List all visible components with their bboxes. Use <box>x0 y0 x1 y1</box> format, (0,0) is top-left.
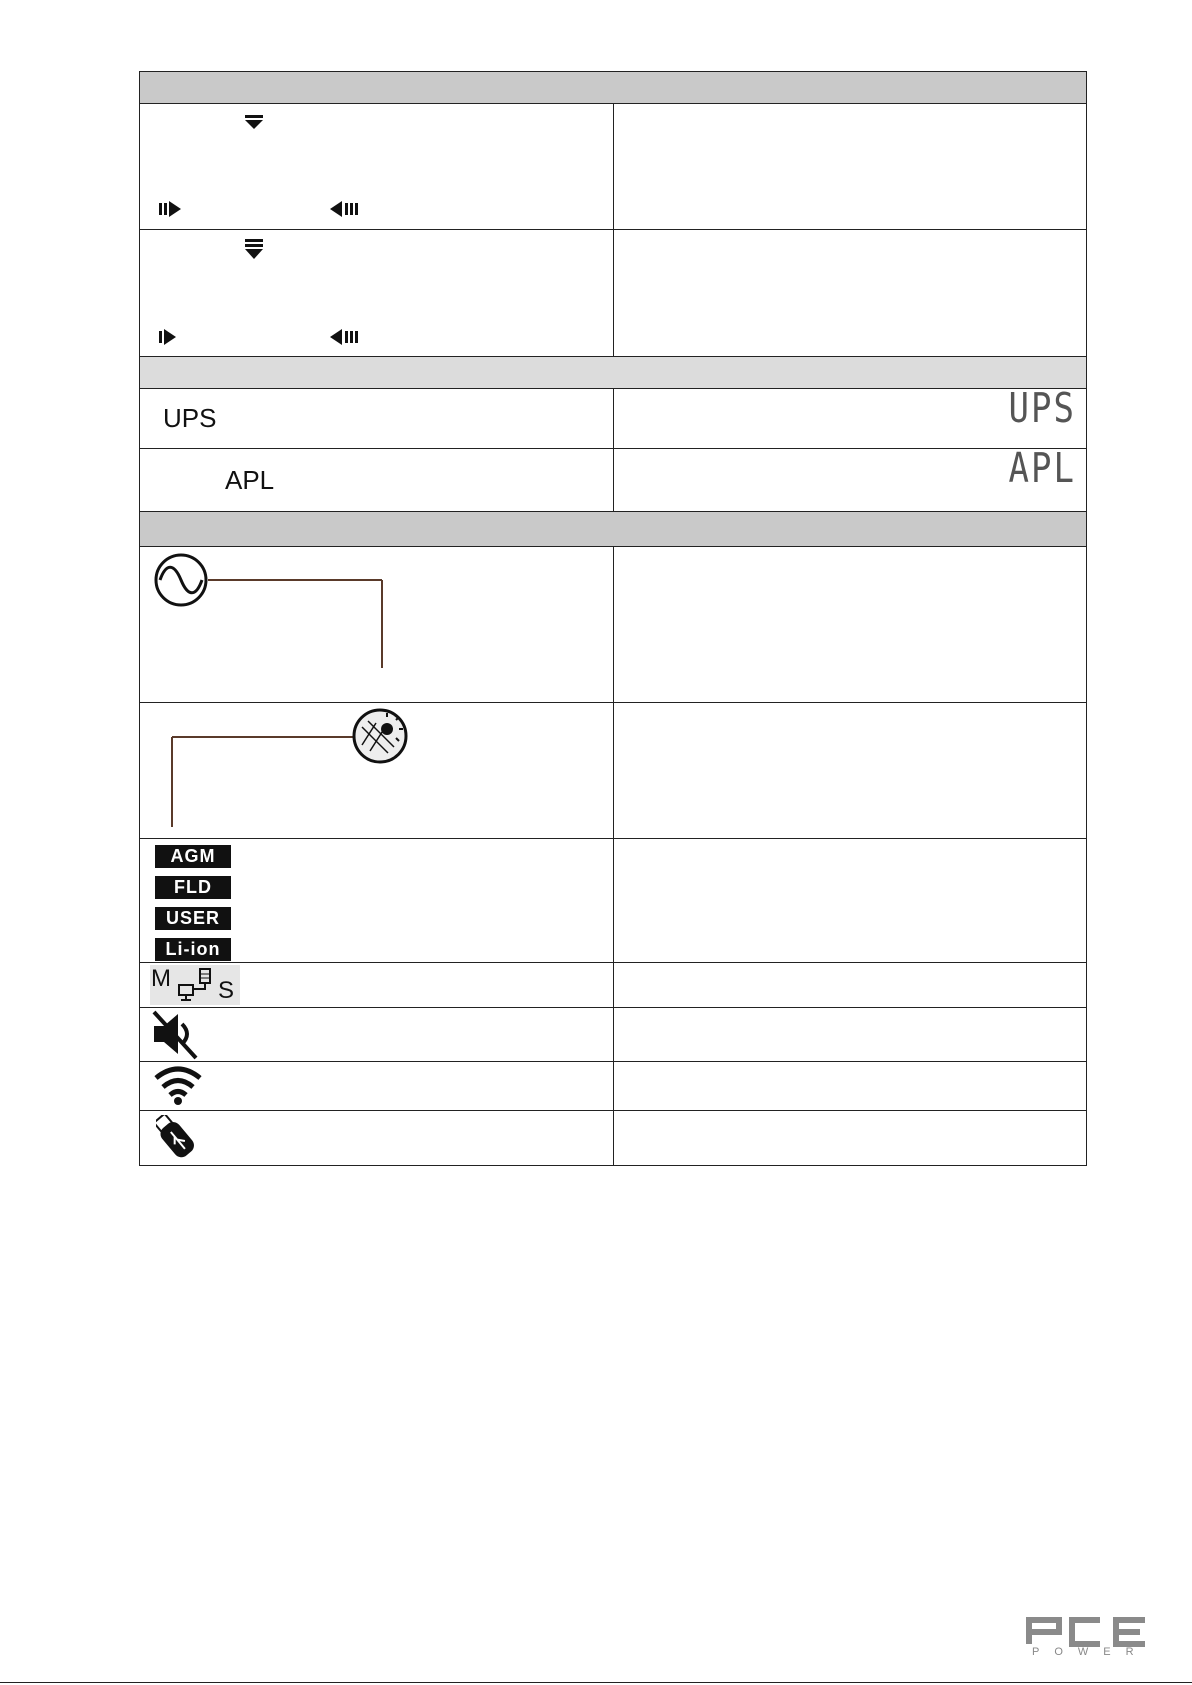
battery-type-li-ion: Li-ion <box>155 938 231 961</box>
table-row <box>140 230 1087 357</box>
table-row <box>140 839 1087 963</box>
table-row <box>140 963 1087 1008</box>
arrow-down-icon <box>243 114 265 130</box>
table-row <box>140 389 1087 449</box>
table-row <box>140 104 1087 230</box>
double-arrow-down-icon <box>243 238 265 260</box>
table-row <box>140 1008 1087 1062</box>
ac-sine-icon <box>154 551 394 671</box>
usb-icon <box>156 1115 200 1161</box>
table-row <box>140 703 1087 839</box>
parallel-s-label: S <box>218 977 235 1004</box>
ups-lcd-readout: UPS <box>1008 385 1076 433</box>
table-row <box>140 449 1087 512</box>
table-row <box>140 1111 1087 1166</box>
apl-mode-label: APL <box>225 465 275 495</box>
battery-type-fld: FLD <box>155 876 231 899</box>
table-row <box>140 1062 1087 1111</box>
icon-reference-table <box>139 71 1087 1166</box>
battery-type-user: USER <box>155 907 231 930</box>
flow-right-icon <box>158 200 182 218</box>
table-row <box>140 547 1087 703</box>
brand-subtitle: POWER <box>1032 1646 1149 1658</box>
section-header-row <box>140 357 1087 389</box>
parallel-icon <box>150 965 240 1005</box>
section-header-row <box>140 72 1087 104</box>
flow-left-icon <box>330 328 362 346</box>
footer-divider <box>0 1682 1192 1683</box>
solar-panel-icon <box>170 707 410 829</box>
parallel-m-label: M <box>151 965 171 992</box>
apl-lcd-readout: APL <box>1008 445 1076 493</box>
flow-right-icon <box>158 328 178 346</box>
mute-icon <box>150 1010 200 1060</box>
section-header-row <box>140 512 1087 547</box>
wifi-icon <box>154 1066 202 1106</box>
flow-left-icon <box>330 200 362 218</box>
network-icon <box>176 967 214 1003</box>
battery-type-agm: AGM <box>155 845 231 868</box>
ups-mode-label: UPS <box>163 403 217 433</box>
